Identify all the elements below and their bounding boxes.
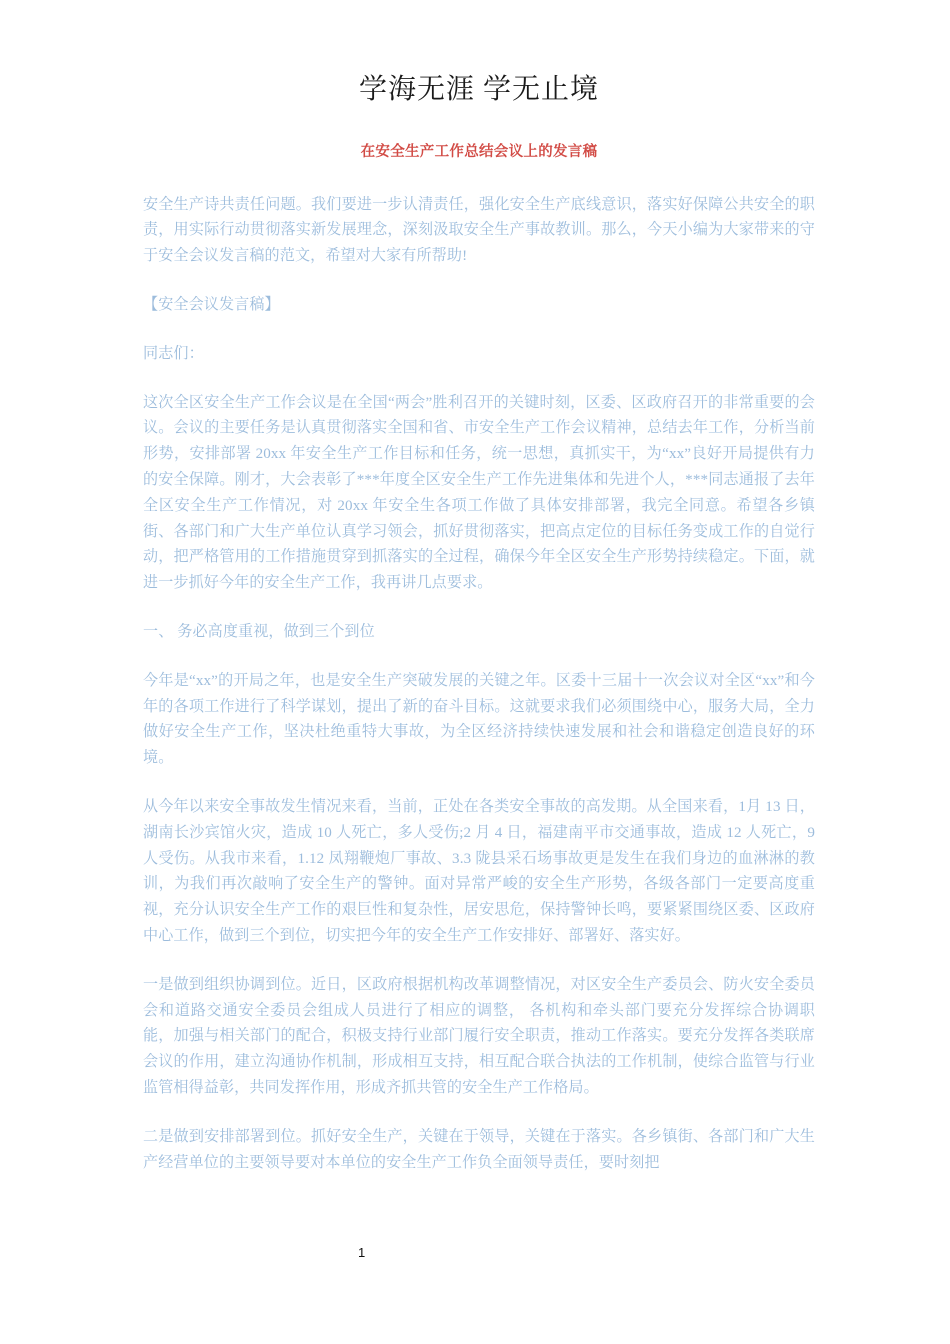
document-body bbox=[143, 163, 815, 1177]
salutation: 同志们： bbox=[143, 345, 204, 362]
page-title: 学海无涯 学无止境 bbox=[358, 74, 599, 105]
paragraph-section1-4: 二是做到安排部署到位。抓好安全生产，关键在于领导，关键在于落实。各乡镇街、各部门和广大生产经营单位的主要领导要对本单位的安全生产工作负全面领导责任，要时刻把 bbox=[143, 1128, 815, 1171]
section-heading-one: 一、 务必高度重视，做到三个到位 bbox=[143, 624, 375, 641]
paragraph-section1-2: 从今年以来安全事故发生情况来看，当前，正处在各类安全事故的高发期。从全国来看，1月 13 日，湖南长沙宾馆火灾，造成 10 人死亡，多人受伤;2 月 4 日，福建南平市交通事故，造成 12 人死亡，9 人受伤。从我市来看，1.12 凤翔鞭炮厂事故、3.3 陇县采石场事故更是发生在我们身边的血淋淋的教训，为我们再次敲响了安全生产的警钟。面对异常严峻的安全生产形势，各级各部门一定要高度重视，充分认识安全生产工作的艰巨性和复杂性，居安思危，保持警钟长鸣，要紧紧围绕区委、区政府中心工作，做到三个到位，切实把今年的安全生产工作安排好、部署好、落实好。 bbox=[143, 799, 815, 945]
document-content bbox=[143, 0, 815, 1199]
paragraph-section1-1: 今年是“xx”的开局之年，也是安全生产突破发展的关键之年。区委十三届十一次会议对全区“xx”和今年的各项工作进行了科学谋划，提出了新的奋斗目标。这就要求我们必须围绕中心，服务大局，全力做好安全生产工作，坚决杜绝重特大事故，为全区经济持续快速发展和社会和谐稳定创造良好的环境。 bbox=[143, 672, 815, 767]
document-subtitle: 在安全生产工作总结会议上的发言稿 bbox=[360, 144, 598, 161]
page-number: 1 bbox=[358, 1245, 366, 1260]
bracket-heading: 【安全会议发言稿】 bbox=[143, 297, 280, 314]
paragraph-intro: 安全生产诗共责任问题。我们要进一步认清责任，强化安全生产底线意识，落实好保障公共安全的职责，用实际行动贯彻落实新发展理念，深刻汲取安全生产事故教训。那么，今天小编为大家带来的守于安全会议发言稿的范文，希望对大家有所帮助! bbox=[143, 196, 815, 265]
paragraph-section1-3: 一是做到组织协调到位。近日，区政府根据机构改革调整情况，对区安全生产委员会、防火安全委员会和道路交通安全委员会组成人员进行了相应的调整， 各机构和牵头部门要充分发挥综合协调职能，加强与相关部门的配合，积极支持行业部门履行安全职责，推动工作落实。要充分发挥各类联席会议的作用，建立沟通协作机制，形成相互支持，相互配合联合执法的工作机制，使综合监管与行业监管相得益彰，共同发挥作用，形成齐抓共管的安全生产工作格局。 bbox=[143, 976, 815, 1096]
paragraph-opening: 这次全区安全生产工作会议是在全国“两会”胜利召开的关键时刻，区委、区政府召开的非常重要的会议。会议的主要任务是认真贯彻落实全国和省、市安全生产工作会议精神，总结去年工作，分析当前形势，安排部署 20xx 年安全生产工作目标和任务，统一思想，真抓实干，为“xx”良好开局提供有力的安全保障。刚才，大会表彰了***年度全区安全生产工作先进集体和先进个人，***同志通报了去年全区安全生产工作情况，对 20xx 年安全生各项工作做了具体安排部署，我完全同意。希望各乡镇街、各部门和广大生产单位认真学习领会，抓好贯彻落实，把高点定位的目标任务变成工作的自觉行动，把严格管用的工作措施贯穿到抓落实的全过程，确保今年全区安全生产形势持续稳定。下面，就进一步抓好今年的安全生产工作，我再讲几点要求。 bbox=[143, 394, 815, 592]
